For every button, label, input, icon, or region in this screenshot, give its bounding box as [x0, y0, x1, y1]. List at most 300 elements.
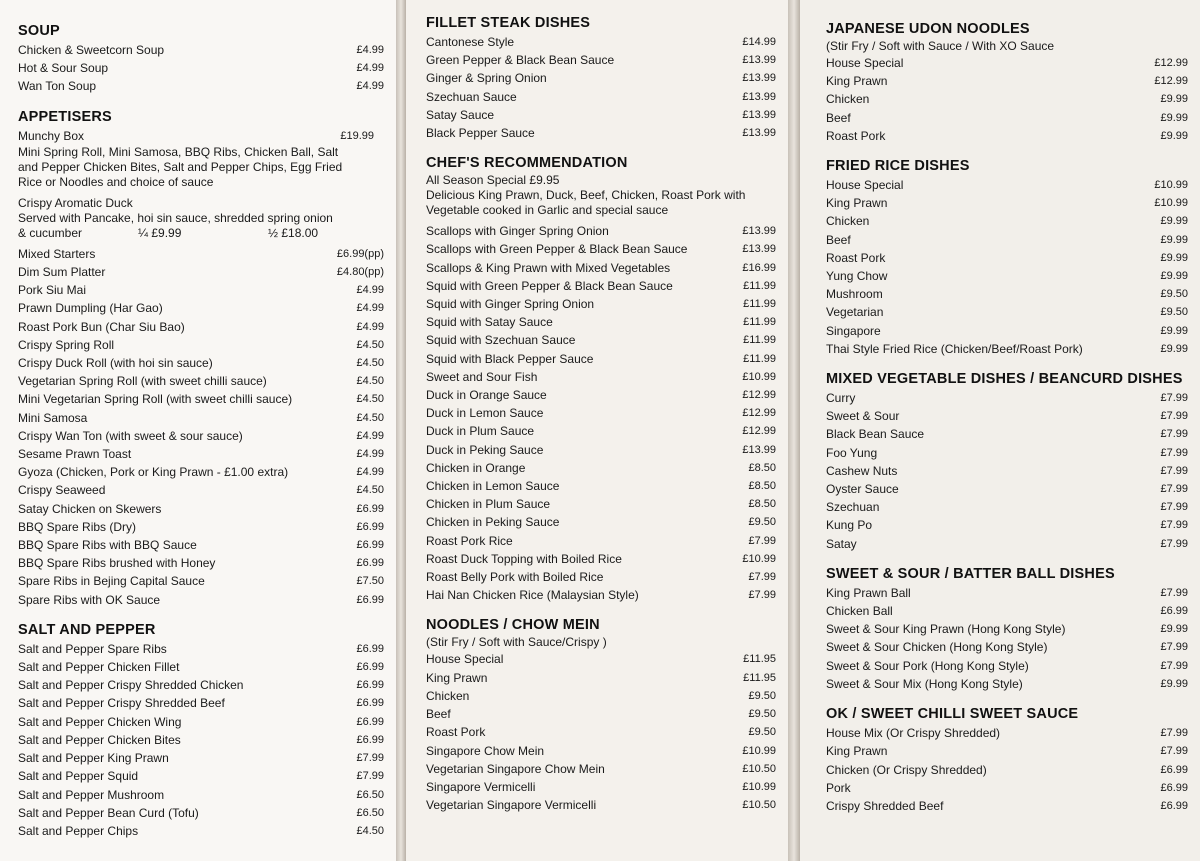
menu-item [18, 427, 388, 445]
item-price: £7.99 [356, 770, 384, 783]
item-price: £9.50 [748, 516, 776, 529]
duck-prices: & cucumber ¼ £9.99 ½ £18.00 [18, 225, 319, 240]
item-name: Beef [826, 110, 851, 125]
item-description: Served with Pancake, hoi sin sauce, shredded spring onion [18, 210, 333, 225]
menu-item [18, 731, 388, 749]
menu-item [18, 390, 388, 408]
item-price: £7.99 [1160, 410, 1188, 423]
item-name: Duck in Lemon Sauce [426, 406, 544, 421]
item-name: Roast Belly Pork with Boiled Rice [426, 570, 604, 585]
item-name: Cashew Nuts [826, 463, 898, 478]
menu-item [826, 322, 1192, 340]
item-price: £7.99 [356, 752, 384, 765]
item-price: £12.99 [742, 407, 776, 420]
item-name: Crispy Aromatic Duck [18, 195, 133, 210]
section-mixed-vegetable [826, 370, 1192, 553]
item-price: £9.50 [1160, 306, 1188, 319]
menu-item [826, 127, 1192, 145]
item-price: £6.99 [1160, 799, 1188, 812]
menu-item [426, 277, 780, 295]
section-title: SALT AND PEPPER [18, 621, 156, 638]
menu-item [18, 694, 388, 712]
item-name: Mixed Starters [18, 246, 96, 261]
item-price: £7.99 [1160, 519, 1188, 532]
item-price: £10.50 [742, 762, 776, 775]
item-price: £6.50 [356, 788, 384, 801]
item-name: Chicken in Peking Sauce [426, 515, 560, 530]
item-price: £7.99 [1160, 464, 1188, 477]
item-name: Sweet & Sour Pork (Hong Kong Style) [826, 658, 1029, 673]
item-name: Duck in Peking Sauce [426, 442, 544, 457]
menu-item [826, 285, 1192, 303]
menu-item [826, 444, 1192, 462]
item-name: Salt and Pepper Crispy Shredded Chicken [18, 678, 244, 693]
menu-item [426, 742, 780, 760]
item-description: Mini Spring Roll, Mini Samosa, BBQ Ribs, Chicken Ball, Salt and Pepper Chicken Bites, Salt and Pepper Chips, Egg Fried Rice or Noodles and choice of sauce [18, 144, 343, 189]
item-name: Beef [826, 232, 851, 247]
item-price: £12.99 [1154, 75, 1188, 88]
menu-item [426, 222, 780, 240]
menu-item [826, 498, 1192, 516]
menu-item [826, 462, 1192, 480]
item-price: £7.99 [1160, 446, 1188, 459]
item-price: £6.99 [1160, 763, 1188, 776]
item-price: £7.99 [1160, 537, 1188, 550]
section-sweet-and-sour [826, 565, 1192, 693]
item-price: £9.99 [1160, 677, 1188, 690]
menu-item [426, 404, 780, 422]
item-name: Squid with Satay Sauce [426, 315, 553, 330]
item-name: BBQ Spare Ribs with BBQ Sauce [18, 538, 197, 553]
item-price: £13.99 [742, 127, 776, 140]
item-name: Singapore [826, 323, 881, 338]
menu-item [18, 572, 388, 590]
item-name: King Prawn [826, 744, 888, 759]
menu-item [826, 761, 1192, 779]
item-price: ½ £18.00 [268, 225, 319, 240]
menu-item [826, 657, 1192, 675]
menu-item [18, 822, 388, 840]
item-name: House Special [826, 178, 904, 193]
item-price: £13.99 [742, 72, 776, 85]
item-name: Chicken Ball [826, 604, 893, 619]
item-price: £7.99 [1160, 745, 1188, 758]
item-name: House Special [426, 652, 504, 667]
section-title: OK / SWEET CHILLI SWEET SAUCE [826, 706, 1079, 723]
item-name: Salt and Pepper Mushroom [18, 787, 165, 802]
menu-item [18, 713, 388, 731]
item-name: Crispy Duck Roll (with hoi sin sauce) [18, 356, 213, 371]
item-name: Black Pepper Sauce [426, 126, 535, 141]
menu-item [18, 518, 388, 536]
menu-item [18, 41, 388, 59]
menu-item [826, 109, 1192, 127]
item-price: £13.99 [742, 90, 776, 103]
item-name: BBQ Spare Ribs brushed with Honey [18, 556, 216, 571]
menu-item [826, 231, 1192, 249]
item-price: £7.99 [748, 534, 776, 547]
menu-item [18, 409, 388, 427]
item-name: Chicken [826, 214, 870, 229]
menu-item [18, 59, 388, 77]
item-price: £10.99 [742, 780, 776, 793]
menu-item [426, 495, 780, 513]
menu-item [426, 459, 780, 477]
menu-item [426, 386, 780, 404]
fold-left [396, 0, 406, 861]
menu-item [18, 676, 388, 694]
menu-item [18, 336, 388, 354]
menu-item [826, 797, 1192, 815]
menu-item [426, 513, 780, 531]
menu-item [18, 318, 388, 336]
menu-item [826, 620, 1192, 638]
item-price: £7.99 [1160, 659, 1188, 672]
menu-item [826, 425, 1192, 443]
item-price: £9.99 [1160, 111, 1188, 124]
item-name: Roast Pork Bun (Char Siu Bao) [18, 319, 185, 334]
menu-item [18, 804, 388, 822]
item-price: £13.99 [742, 243, 776, 256]
item-price: £16.99 [742, 261, 776, 274]
item-price: £4.50 [356, 393, 384, 406]
item-name: King Prawn [826, 74, 888, 89]
item-price: £6.99 [356, 679, 384, 692]
item-name: Squid with Black Pepper Sauce [426, 351, 594, 366]
menu-item [826, 535, 1192, 553]
item-name: Hai Nan Chicken Rice (Malaysian Style) [426, 588, 639, 603]
section-title: SOUP [18, 23, 60, 39]
item-price: £11.95 [743, 671, 776, 684]
menu-item [426, 650, 780, 668]
item-price: £7.99 [1160, 428, 1188, 441]
item-name: Chicken in Orange [426, 460, 526, 475]
menu-item [826, 602, 1192, 620]
item-name: Mini Samosa [18, 410, 88, 425]
section-subtitle: (Stir Fry / Soft with Sauce/Crispy ) [426, 635, 607, 650]
item-name: BBQ Spare Ribs (Dry) [18, 519, 137, 534]
menu-item [426, 51, 780, 69]
section-title: FILLET STEAK DISHES [426, 15, 591, 31]
menu-item [426, 687, 780, 705]
item-name: King Prawn [426, 670, 488, 685]
menu-item [18, 463, 388, 481]
menu-item [826, 249, 1192, 267]
item-name: Salt and Pepper Bean Curd (Tofu) [18, 805, 199, 820]
section-fried-rice [826, 157, 1192, 358]
item-price: £10.99 [1154, 197, 1188, 210]
menu-item [426, 295, 780, 313]
menu-item [826, 176, 1192, 194]
item-name: Salt and Pepper Chips [18, 823, 139, 838]
item-name: Roast Pork [826, 250, 886, 265]
item-name: Szechuan [826, 500, 880, 515]
item-price: £6.99 [356, 539, 384, 552]
menu-item [18, 591, 388, 609]
item-price: £7.99 [1160, 501, 1188, 514]
menu-item [826, 90, 1192, 108]
menu-column-3 [800, 0, 1200, 861]
item-price: £12.99 [742, 389, 776, 402]
item-name: Satay Sauce [426, 107, 495, 122]
menu-column-1 [0, 0, 396, 861]
item-name: Curry [826, 391, 856, 406]
menu-item [426, 124, 780, 142]
menu-item [18, 500, 388, 518]
menu-item [18, 445, 388, 463]
item-name: House Mix (Or Crispy Shredded) [826, 726, 1001, 741]
item-name: Chicken [426, 688, 470, 703]
menu-item [426, 259, 780, 277]
item-price: £8.50 [748, 461, 776, 474]
item-price: £9.99 [1160, 129, 1188, 142]
menu-item [18, 658, 388, 676]
item-price: £7.99 [748, 589, 776, 602]
item-price: £6.99 [1160, 605, 1188, 618]
section-title: SWEET & SOUR / BATTER BALL DISHES [826, 565, 1115, 582]
menu-item [426, 331, 780, 349]
item-name: Ginger & Spring Onion [426, 71, 547, 86]
menu-item [426, 368, 780, 386]
item-price: £4.99 [356, 62, 384, 75]
item-price: £11.99 [743, 298, 776, 311]
menu-item [826, 407, 1192, 425]
item-name: Squid with Ginger Spring Onion [426, 297, 595, 312]
item-price: £9.50 [748, 726, 776, 739]
item-name: King Prawn Ball [826, 585, 911, 600]
item-name: Pork [826, 780, 851, 795]
item-price: £4.99 [356, 284, 384, 297]
menu-item [826, 340, 1192, 358]
item-name: Sweet & Sour King Prawn (Hong Kong Style) [826, 622, 1066, 637]
item-name: Scallops with Ginger Spring Onion [426, 224, 609, 239]
item-price: £10.99 [1154, 179, 1188, 192]
menu-item [426, 88, 780, 106]
menu-item [426, 69, 780, 87]
item-price: £11.95 [743, 653, 776, 666]
item-name: Salt and Pepper Spare Ribs [18, 641, 167, 656]
item-price: £4.99 [356, 448, 384, 461]
item-name: Crispy Shredded Beef [826, 798, 944, 813]
item-price: £6.99 [1160, 781, 1188, 794]
item-name: Crispy Spring Roll [18, 337, 115, 352]
item-price: £6.99 [356, 697, 384, 710]
item-price: £8.50 [748, 480, 776, 493]
item-price: £7.99 [1160, 641, 1188, 654]
item-name: Mushroom [826, 287, 883, 302]
menu-item [426, 796, 780, 814]
section-title: JAPANESE UDON NOODLES [826, 21, 1030, 37]
item-price: £6.99 [356, 661, 384, 674]
item-price: £11.99 [743, 334, 776, 347]
item-price: £9.99 [1160, 324, 1188, 337]
menu-item [826, 480, 1192, 498]
item-name: Dim Sum Platter [18, 265, 106, 280]
menu-item [18, 281, 388, 299]
item-price: £9.50 [748, 708, 776, 721]
item-name: Spare Ribs in Bejing Capital Sauce [18, 574, 205, 589]
section-title: APPETISERS [18, 108, 112, 125]
menu-item [826, 724, 1192, 742]
item-price: £7.99 [1160, 586, 1188, 599]
item-name: Sweet & Sour [826, 409, 900, 424]
item-price: £4.50 [356, 338, 384, 351]
menu-item [426, 106, 780, 124]
menu-item [826, 584, 1192, 602]
item-price: £12.99 [742, 425, 776, 438]
item-name: Crispy Seaweed [18, 483, 106, 498]
menu-item [426, 350, 780, 368]
item-name: Duck in Plum Sauce [426, 424, 535, 439]
item-price: £11.99 [743, 279, 776, 292]
item-name: Satay [826, 536, 857, 551]
item-name: Salt and Pepper King Prawn [18, 751, 169, 766]
item-price: £7.99 [748, 571, 776, 584]
menu-item [826, 267, 1192, 285]
item-name: Singapore Chow Mein [426, 743, 545, 758]
menu-item [18, 354, 388, 372]
menu-item [426, 705, 780, 723]
item-name: Chicken & Sweetcorn Soup [18, 43, 165, 57]
menu-item [426, 669, 780, 687]
section-fillet-steak [426, 14, 780, 142]
item-name: Sesame Prawn Toast [18, 447, 132, 462]
item-name: Vegetarian Spring Roll (with sweet chilli sauce) [18, 374, 267, 389]
item-price: £9.99 [1160, 623, 1188, 636]
item-price: £13.99 [742, 54, 776, 67]
item-price: £4.99 [356, 320, 384, 333]
item-price: £6.99 [356, 593, 384, 606]
item-name: Sweet and Sour Fish [426, 369, 538, 384]
menu-item [826, 638, 1192, 656]
menu-item [426, 33, 780, 51]
item-name: Szechuan Sauce [426, 89, 517, 104]
menu-item [18, 554, 388, 572]
item-price: £19.99 [340, 129, 374, 142]
menu-item [18, 245, 388, 263]
item-price: £13.99 [742, 225, 776, 238]
item-name: Yung Chow [826, 269, 888, 284]
item-name: Vegetarian Singapore Chow Mein [426, 761, 605, 776]
item-price: £8.50 [748, 498, 776, 511]
menu-item [426, 550, 780, 568]
menu-item [426, 240, 780, 258]
item-name: Scallops with Green Pepper & Black Bean Sauce [426, 242, 688, 257]
item-price: £4.80(pp) [336, 266, 384, 279]
item-name: Cantonese Style [426, 35, 515, 49]
item-price: £6.99 [356, 520, 384, 533]
item-name: Spare Ribs with OK Sauce [18, 592, 161, 607]
item-name: Salt and Pepper Chicken Fillet [18, 660, 180, 675]
section-subtitle: (Stir Fry / Soft with Sauce / With XO Sauce [826, 39, 1055, 53]
section-title: MIXED VEGETABLE DISHES / BEANCURD DISHES [826, 371, 1183, 388]
item-name: Vegetarian Singapore Vermicelli [426, 798, 597, 813]
menu-item [18, 77, 388, 95]
section-chefs-recommendation [426, 154, 780, 604]
item-name: King Prawn [826, 196, 888, 211]
item-name: House Special [826, 56, 904, 70]
item-name: Chicken in Lemon Sauce [426, 479, 560, 494]
section-salt-and-pepper [18, 621, 388, 840]
menu-item [18, 299, 388, 317]
item-name: Prawn Dumpling (Har Gao) [18, 301, 163, 316]
item-price: £13.99 [742, 108, 776, 121]
menu-column-2 [406, 0, 788, 861]
item-name: Scallops & King Prawn with Mixed Vegetables [426, 260, 671, 275]
menu-item [826, 389, 1192, 407]
item-name: Munchy Box [18, 128, 85, 143]
menu-item [18, 536, 388, 554]
item-price: £4.99 [356, 80, 384, 93]
item-price: £6.99 [356, 642, 384, 655]
item-price: £9.99 [1160, 215, 1188, 228]
menu-item [426, 532, 780, 550]
item-price: £7.99 [1160, 392, 1188, 405]
item-price: £10.50 [742, 799, 776, 812]
menu-item [826, 72, 1192, 90]
special-description: Delicious King Prawn, Duck, Beef, Chicken, Roast Pork with Vegetable cooked in Garlic and special sauce [426, 188, 746, 218]
item-price: £12.99 [1154, 57, 1188, 69]
menu-item [826, 212, 1192, 230]
item-name: Duck in Orange Sauce [426, 388, 547, 403]
item-price: £4.50 [356, 484, 384, 497]
item-name: Vegetarian [826, 305, 884, 320]
item-price: £4.99 [356, 466, 384, 479]
item-name: Mini Vegetarian Spring Roll (with sweet chilli sauce) [18, 392, 293, 407]
menu-item [826, 54, 1192, 72]
item-price: £13.99 [742, 443, 776, 456]
item-price: £11.99 [743, 316, 776, 329]
menu-item [18, 372, 388, 390]
item-name: Roast Pork [426, 725, 486, 740]
menu-item [426, 477, 780, 495]
section-ok-sauce [826, 705, 1192, 815]
item-name: Thai Style Fried Rice (Chicken/Beef/Roast Pork) [826, 341, 1083, 356]
item-price: £14.99 [742, 36, 776, 48]
item-price: £9.99 [1160, 342, 1188, 355]
menu-item [18, 640, 388, 658]
item-name: Salt and Pepper Chicken Bites [18, 732, 181, 747]
item-name: Gyoza (Chicken, Pork or King Prawn - £1.00 extra) [18, 465, 289, 480]
menu-item [18, 481, 388, 499]
item-name: Singapore Vermicelli [426, 779, 536, 794]
menu-item [426, 441, 780, 459]
item-price: £9.99 [1160, 270, 1188, 283]
item-name: Wan Ton Soup [18, 79, 97, 94]
section-udon [826, 20, 1192, 145]
item-name: Roast Duck Topping with Boiled Rice [426, 551, 622, 566]
item-name: Salt and Pepper Chicken Wing [18, 714, 182, 729]
item-name: Salt and Pepper Squid [18, 769, 139, 784]
item-name: Beef [426, 707, 451, 722]
menu-item [18, 263, 388, 281]
item-price: £7.99 [1160, 483, 1188, 496]
section-noodles [426, 616, 780, 814]
menu-item [18, 767, 388, 785]
item-price: £6.50 [356, 806, 384, 819]
item-price: £6.99 [356, 557, 384, 570]
section-title: NOODLES / CHOW MEIN [426, 617, 600, 634]
item-name: Squid with Szechuan Sauce [426, 333, 576, 348]
menu-item [18, 749, 388, 767]
item-price: £7.50 [356, 575, 384, 588]
item-name: Squid with Green Pepper & Black Bean Sauce [426, 278, 673, 293]
item-name: Roast Pork Rice [426, 533, 513, 548]
item-price: £4.99 [356, 429, 384, 442]
item-name: Chicken in Plum Sauce [426, 497, 551, 512]
item-name: Kung Po [826, 518, 873, 533]
item-name: Crispy Wan Ton (with sweet & sour sauce) [18, 428, 243, 443]
